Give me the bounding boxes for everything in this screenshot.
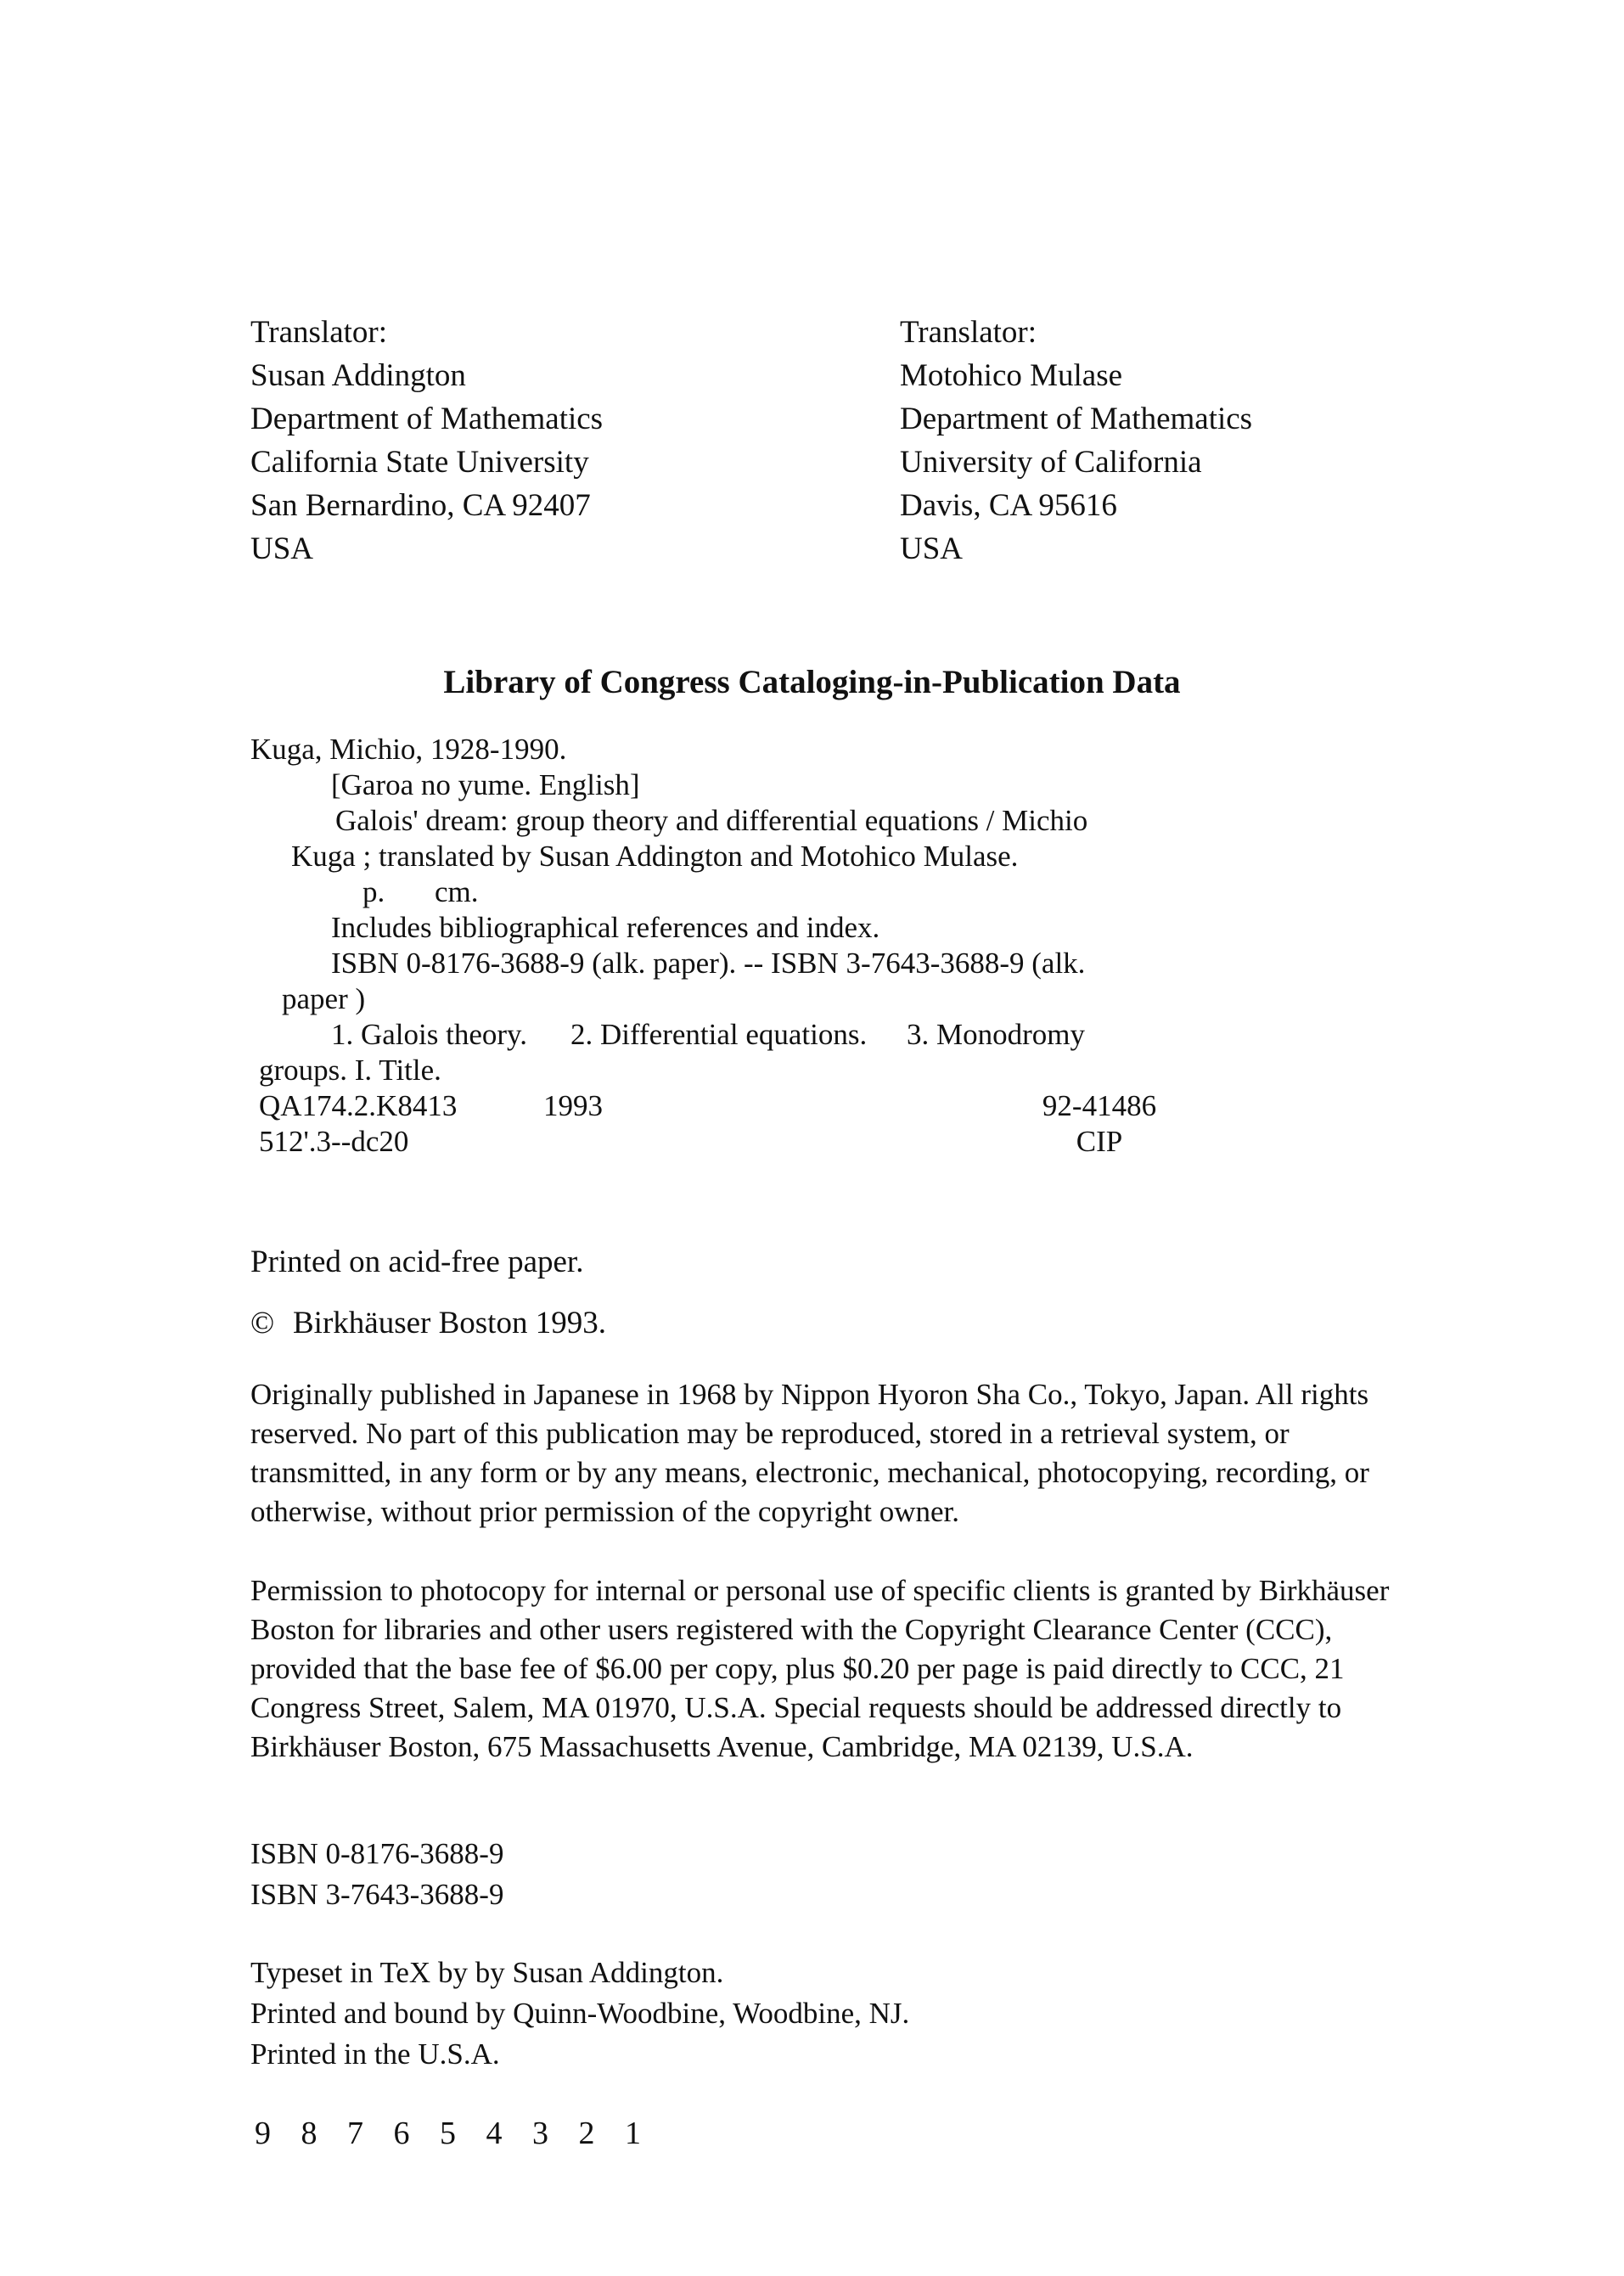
cip-data-block — [250, 732, 1157, 1160]
cip-dewey-row — [250, 1124, 1123, 1160]
translator-city: Davis, CA 95616 — [900, 488, 1117, 523]
acid-free-note: Printed on acid-free paper. — [250, 1245, 584, 1279]
cip-pages-p: p. — [362, 875, 385, 908]
translator-label: Translator: — [250, 315, 388, 350]
translator-department: Department of Mathematics — [900, 402, 1253, 436]
cip-call-year: 1993 — [543, 1089, 603, 1122]
cip-pages-cm: cm. — [435, 875, 479, 908]
printed-in-note: Printed in the U.S.A. — [250, 2037, 500, 2071]
cip-subject-2: 2. Differential equations. — [570, 1018, 868, 1051]
cip-call-number-row — [250, 1088, 1157, 1124]
cip-title-line: Galois' dream: group theory and differential equations / Michio — [335, 804, 1088, 837]
production-info — [250, 1953, 909, 2075]
cip-dewey: 512'.3--dc20 — [259, 1125, 409, 1158]
cip-code: CIP — [1076, 1125, 1123, 1158]
cip-lccn: 92-41486 — [1042, 1089, 1157, 1122]
original-publication-paragraph: Originally published in Japanese in 1968 by Nippon Hyoron Sha Co., Tokyo, Japan. All rights reserved. No part of this publication may be reproduced, stored in a retrieval system, or transmitted, in any form or by any means, electronic, mechanical, photocopying, recording, or otherwise, without prior permission of the copyright owner. — [250, 1378, 1369, 1528]
cip-subjects-continued: groups. I. Title. — [259, 1054, 441, 1087]
translator-country: USA — [250, 531, 314, 566]
translator-name: Susan Addington — [250, 358, 466, 393]
cip-isbn-line-continued: paper ) — [282, 982, 366, 1015]
cip-subject-1: 1. Galois theory. — [331, 1018, 528, 1051]
cip-heading: Library of Congress Cataloging-in-Publication Data — [443, 664, 1181, 700]
cip-call-number: QA174.2.K8413 — [259, 1089, 458, 1122]
cip-title-line-continued: Kuga ; translated by Susan Addington and Motohico Mulase. — [291, 840, 1019, 873]
translator-city: San Bernardino, CA 92407 — [250, 488, 591, 523]
cip-pagination — [250, 874, 1087, 910]
translator-institution: California State University — [250, 445, 589, 480]
printed-bound-note: Printed and bound by Quinn-Woodbine, Woodbine, NJ. — [250, 1997, 910, 2030]
cip-isbn-line: ISBN 0-8176-3688-9 (alk. paper). -- ISBN 3-7643-3688-9 (alk. — [331, 947, 1086, 980]
cip-includes: Includes bibliographical references and index. — [331, 911, 880, 944]
copyright-symbol: © — [250, 1306, 275, 1340]
isbn-list — [250, 1834, 503, 1915]
translator-country: USA — [900, 531, 964, 566]
translator-block-left — [250, 311, 603, 570]
photocopy-permission-paragraph: Permission to photocopy for internal or personal use of specific clients is granted by Birkhäuser Boston for libraries and other users registered with the Copyright Clearance Center (CCC), provided that the base fee of $6.00 per copy, plus $0.20 per page is paid directly to CCC, 21 Congress Street, Salem, MA 01970, U.S.A. Special requests should be addressed directly to Birkhäuser Boston, 675 Massachusetts Avenue, Cambridge, MA 02139, U.S.A. — [250, 1574, 1390, 1763]
cip-subjects — [250, 1017, 1087, 1053]
isbn-item: ISBN 0-8176-3688-9 — [250, 1837, 504, 1870]
translator-institution: University of California — [900, 445, 1202, 480]
translator-block-right — [900, 311, 1252, 570]
cip-original-title: [Garoa no yume. English] — [331, 768, 640, 801]
translator-department: Department of Mathematics — [250, 402, 604, 436]
isbn-item: ISBN 3-7643-3688-9 — [250, 1878, 504, 1911]
translator-name: Motohico Mulase — [900, 358, 1123, 393]
typeset-note: Typeset in TeX by by Susan Addington. — [250, 1956, 724, 1989]
copyright-line — [250, 1301, 606, 1345]
translator-label: Translator: — [900, 315, 1037, 350]
printers-key: 9 8 7 6 5 4 3 2 1 — [255, 2116, 652, 2151]
cip-author-line: Kuga, Michio, 1928-1990. — [250, 733, 567, 766]
copyright-holder: Birkhäuser Boston 1993. — [293, 1306, 606, 1340]
cip-subject-3: 3. Monodromy — [907, 1018, 1085, 1051]
